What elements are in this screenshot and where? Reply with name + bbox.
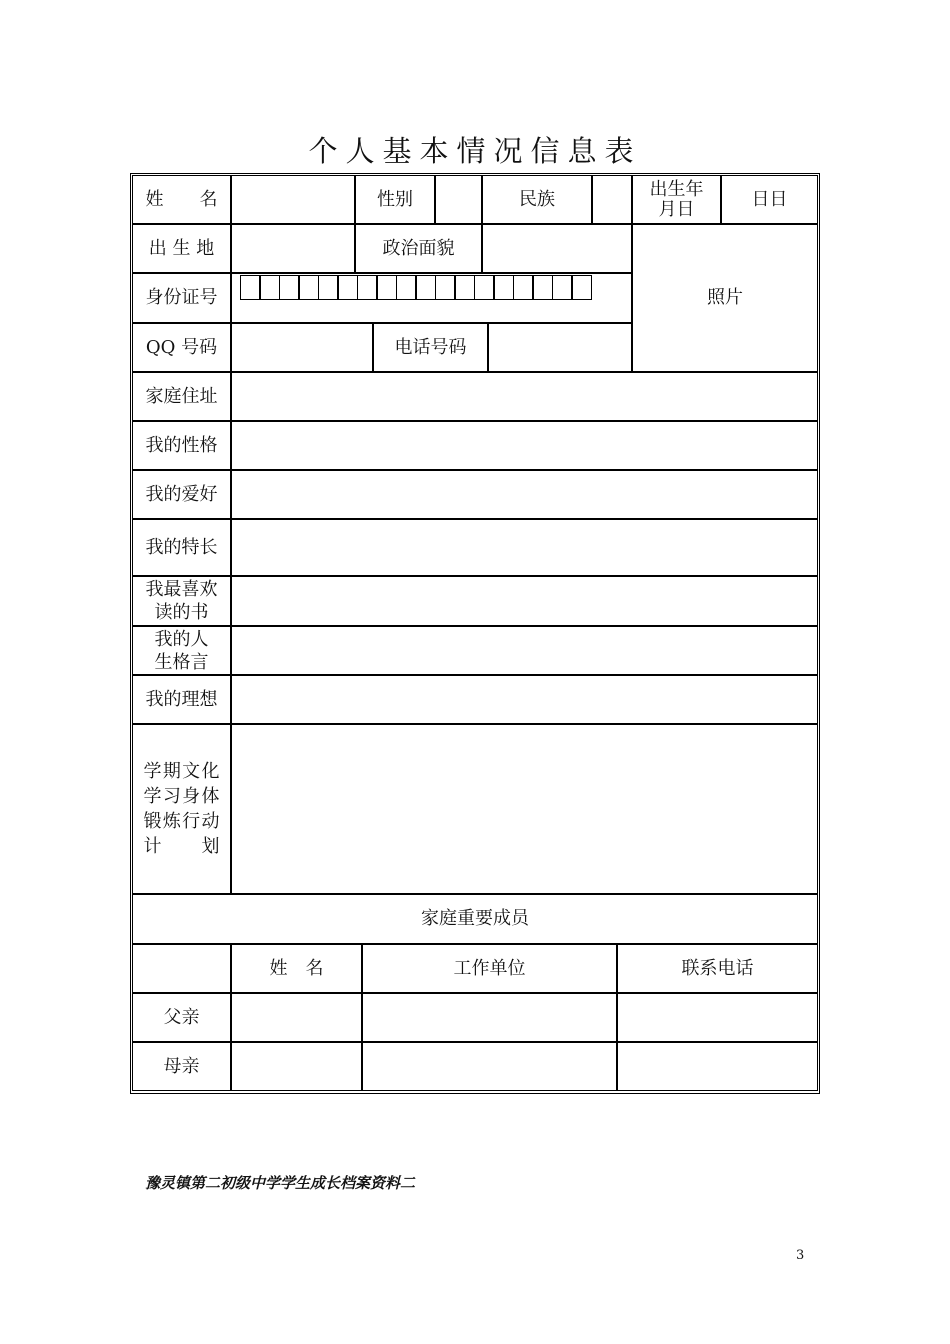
political-status-label: 政治面貌	[355, 224, 482, 273]
name-label: 姓 名	[132, 175, 231, 224]
birth-date-field[interactable]: 日日	[721, 175, 818, 224]
family-header-blank	[132, 944, 231, 993]
father-phone-field[interactable]	[617, 993, 818, 1042]
mother-label: 母亲	[132, 1042, 231, 1091]
qq-label: QQ 号码	[132, 323, 231, 372]
ideal-field[interactable]	[231, 675, 818, 724]
phone-label: 电话号码	[373, 323, 488, 372]
mother-phone-field[interactable]	[617, 1042, 818, 1091]
page-number: 3	[796, 1248, 805, 1263]
address-field[interactable]	[231, 372, 818, 421]
id-digit-box[interactable]	[455, 275, 475, 300]
hobbies-field[interactable]	[231, 470, 818, 519]
family-header-workplace: 工作单位	[362, 944, 617, 993]
gender-field[interactable]	[435, 175, 482, 224]
id-digit-box[interactable]	[260, 275, 280, 300]
favorite-book-label: 我最喜欢读的书	[132, 576, 231, 626]
page-title: 个人基本情况信息表	[308, 134, 642, 168]
id-digit-box[interactable]	[279, 275, 299, 300]
gender-label: 性别	[355, 175, 435, 224]
family-header-name: 姓 名	[231, 944, 362, 993]
mother-name-field[interactable]	[231, 1042, 362, 1091]
hobbies-label: 我的爱好	[132, 470, 231, 519]
father-name-field[interactable]	[231, 993, 362, 1042]
id-digit-box[interactable]	[435, 275, 455, 300]
ideal-label: 我的理想	[132, 675, 231, 724]
motto-field[interactable]	[231, 626, 818, 675]
id-digit-box[interactable]	[416, 275, 436, 300]
id-digit-box[interactable]	[494, 275, 514, 300]
qq-field[interactable]	[231, 323, 373, 372]
id-digit-box[interactable]	[572, 275, 592, 300]
id-digit-box[interactable]	[299, 275, 319, 300]
phone-field[interactable]	[488, 323, 632, 372]
father-label: 父亲	[132, 993, 231, 1042]
specialty-label: 我的特长	[132, 519, 231, 576]
address-label: 家庭住址	[132, 372, 231, 421]
id-digit-box[interactable]	[552, 275, 572, 300]
name-field[interactable]	[231, 175, 355, 224]
ethnicity-label: 民族	[482, 175, 592, 224]
id-digit-box[interactable]	[513, 275, 533, 300]
birth-date-label: 出生年月日	[632, 175, 721, 224]
plan-field[interactable]	[231, 724, 818, 894]
plan-label	[132, 724, 231, 894]
family-header-phone: 联系电话	[617, 944, 818, 993]
photo-box[interactable]: 照片	[632, 224, 818, 372]
personality-field[interactable]	[231, 421, 818, 470]
ethnicity-field[interactable]	[592, 175, 632, 224]
id-number-label: 身份证号	[132, 273, 231, 323]
specialty-field[interactable]	[231, 519, 818, 576]
id-digit-box[interactable]	[396, 275, 416, 300]
id-digit-box[interactable]	[240, 275, 260, 300]
birthplace-label: 出 生 地	[132, 224, 231, 273]
id-digit-box[interactable]	[318, 275, 338, 300]
id-digit-box[interactable]	[377, 275, 397, 300]
father-workplace-field[interactable]	[362, 993, 617, 1042]
birthplace-field[interactable]	[231, 224, 355, 273]
personality-label: 我的性格	[132, 421, 231, 470]
mother-workplace-field[interactable]	[362, 1042, 617, 1091]
motto-label: 我的人生格言	[132, 626, 231, 675]
footer-text: 豫灵镇第二初级中学学生成长档案资料二	[145, 1174, 416, 1192]
id-digit-box[interactable]	[474, 275, 494, 300]
plan-label-text: 学期文化学习身体锻炼行动计 划	[143, 761, 220, 857]
id-digit-box[interactable]	[533, 275, 553, 300]
family-heading: 家庭重要成员	[132, 894, 818, 944]
favorite-book-field[interactable]	[231, 576, 818, 626]
id-digit-box[interactable]	[338, 275, 358, 300]
political-status-field[interactable]	[482, 224, 632, 273]
id-digit-box[interactable]	[357, 275, 377, 300]
